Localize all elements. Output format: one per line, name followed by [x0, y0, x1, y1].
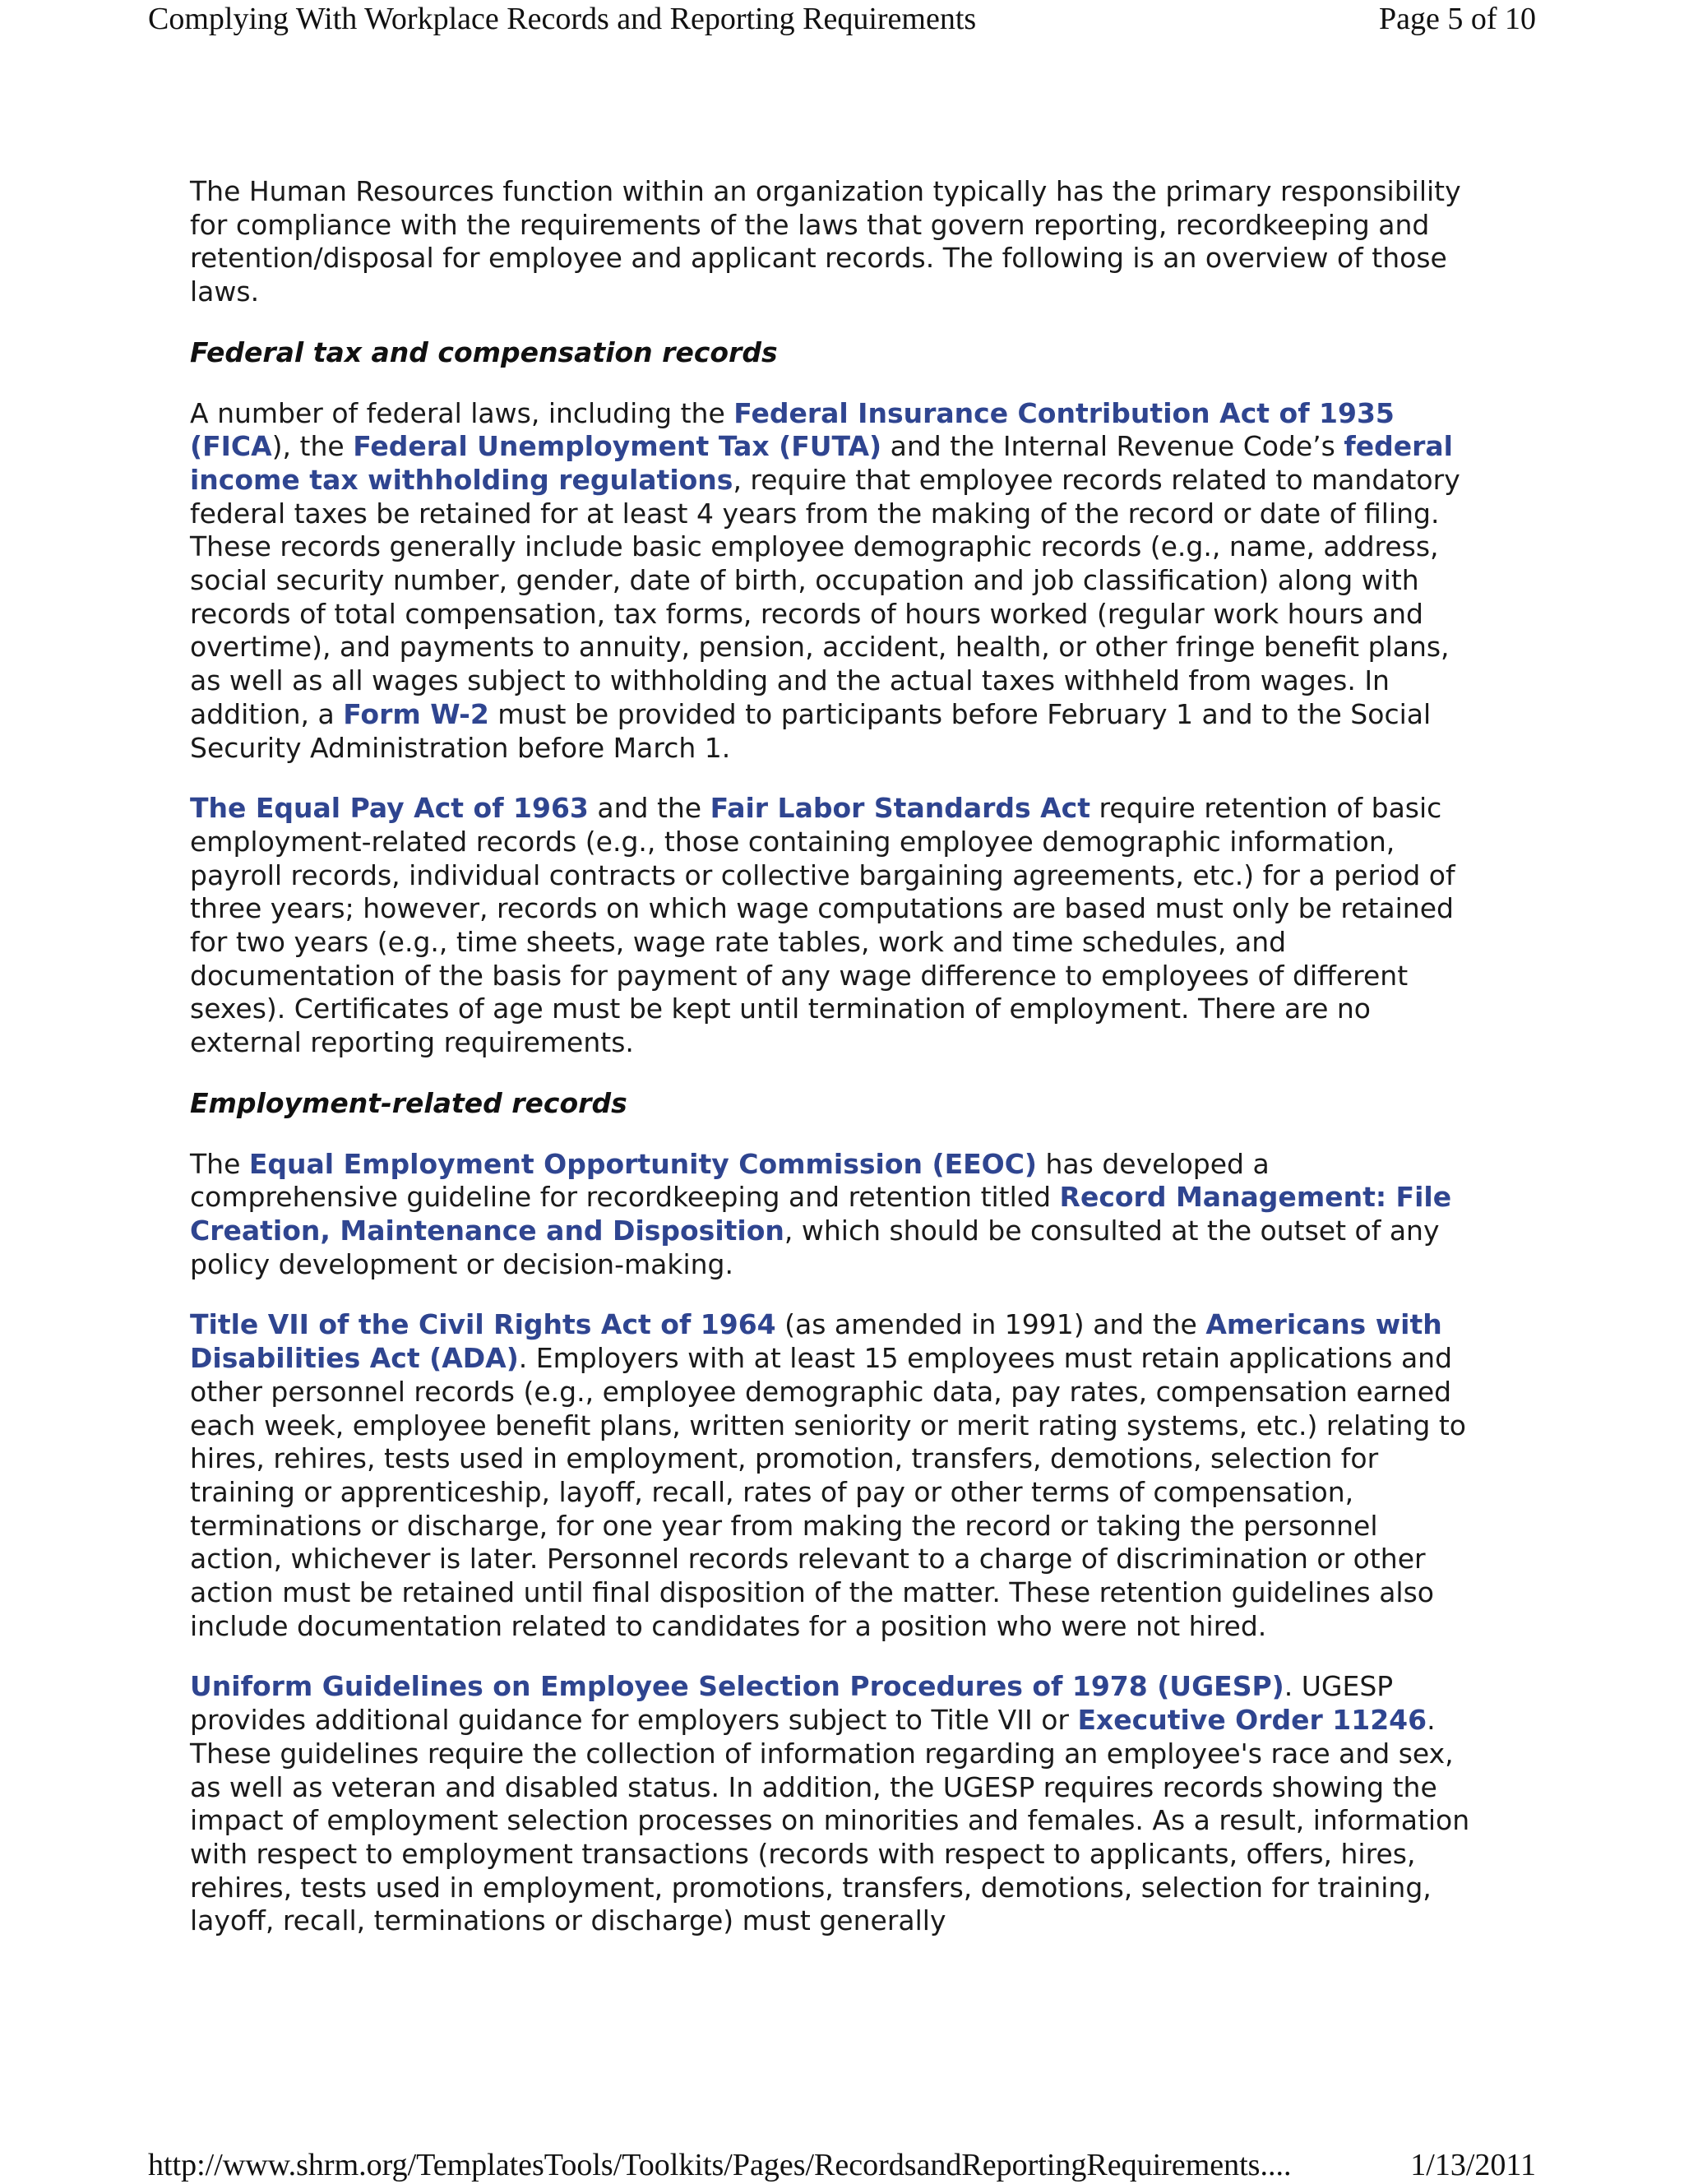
text-segment: , require that employee records related to mandatory federal taxes be retained for at least 4 years from the making of the record or date of filing. These records generally include basic employee demographic records (e.g., name, address, social security number, gender, date of birth, occupation and job classification) along with records of total compensation, tax forms, records of hours worked (regular work hours and overtime), and payments to annuity, pension, accident, health, or other fringe benefit plans, as well as all wages subject to withholding and the actual taxes withheld from wages. In addition, a — [190, 463, 1460, 730]
paragraph-equal-pay — [190, 792, 1473, 1060]
link-ada[interactable]: Americans with Disabilities Act (ADA) — [190, 1308, 1442, 1375]
text-segment: and the — [588, 792, 710, 825]
text-segment: A number of federal laws, including the — [190, 396, 734, 429]
text-segment: (as amended in 1991) and the — [775, 1308, 1206, 1341]
text-segment: . UGESP provides additional guidance for employers subject to Title VII or — [190, 1670, 1394, 1737]
link-ugesp[interactable]: Uniform Guidelines on Employee Selection Procedures of 1978 (UGESP) — [190, 1670, 1284, 1703]
text-segment: and the Internal Revenue Code’s — [881, 430, 1344, 463]
link-executive-order-11246[interactable]: Executive Order 11246 — [1077, 1704, 1427, 1737]
intro-paragraph: The Human Resources function within an organization typically has the primary responsibility for compliance with the requirements of the laws that govern reporting, recordkeeping and retention/disposal for employee and applicant records. The following is an overview of those laws. — [190, 175, 1461, 308]
paragraph-federal-tax — [190, 397, 1473, 766]
footer-url: http://www.shrm.org/TemplatesTools/Toolkits/Pages/RecordsandReportingRequirements.... — [148, 2148, 1292, 2182]
page-header-title: Complying With Workplace Records and Reporting Requirements — [148, 2, 977, 36]
footer-date: 1/13/2011 — [1410, 2148, 1536, 2182]
link-income-tax-withholding[interactable]: federal income tax withholding regulations — [190, 430, 1453, 496]
link-eeoc[interactable]: Equal Employment Opportunity Commission (EEOC) — [248, 1147, 1038, 1180]
text-segment: , which should be consulted at the outset of any policy development or decision-making. — [190, 1214, 1440, 1280]
link-record-management[interactable]: Record Management: File Creation, Maintenance and Disposition — [190, 1181, 1452, 1247]
link-futa[interactable]: Federal Unemployment Tax (FUTA) — [353, 430, 882, 463]
text-segment: require retention of basic employment-related records (e.g., those containing employee demographic information, payroll records, individual contracts or collective bargaining agreements, etc.) for a period of three years; however, records on which wage computations are based must only be retained for two years (e.g., time sheets, wage rate tables, work and time schedules, and documentation of the basis for payment of any wage difference to employees of different sexes). Certificates of age must be kept until termination of employment. There are no external reporting requirements. — [190, 792, 1455, 1059]
page-number: Page 5 of 10 — [1378, 2, 1536, 36]
section-heading-employment-records: Employment-related records — [190, 1086, 627, 1119]
paragraph-title-vii — [190, 1308, 1473, 1643]
text-segment: The — [190, 1147, 249, 1180]
link-fica[interactable]: Federal Insurance Contribution Act of 1935 (FICA — [190, 396, 1395, 463]
section-heading-federal-tax: Federal tax and compensation records — [190, 335, 778, 368]
text-segment: . These guidelines require the collection of information regarding an employee's race and sex, as well as veteran and disabled status. In addition, the UGESP requires records showing the impact of employment selection processes on minorities and females. As a result, information with respect to employment transactions (records with respect to applicants, offers, hires, rehires, tests used in employment, promotions, transfers, demotions, selection for training, layoff, recall, terminations or discharge) must generally — [190, 1704, 1470, 1937]
link-equal-pay-act[interactable]: The Equal Pay Act of 1963 — [190, 792, 589, 825]
paragraph-ugesp — [190, 1670, 1473, 1938]
link-title-vii[interactable]: Title VII of the Civil Rights Act of 1964 — [190, 1308, 776, 1341]
text-segment: . Employers with at least 15 employees must retain applications and other personnel records (e.g., employee demographic data, pay rates, compensation earned each week, employee benefit plans, written seniority or merit rating systems, etc.) relating to hires, rehires, tests used in employment, promotion, transfers, demotions, selection for training or apprenticeship, layoff, recall, rates of pay or other terms of compensation, terminations or discharge, for one year from making the record or taking the personnel action, whichever is later. Personnel records relevant to a charge of discrimination or other action must be retained until final disposition of the matter. These retention guidelines also include documentation related to candidates for a position who were not hired. — [190, 1342, 1466, 1642]
link-fair-labor-standards-act[interactable]: Fair Labor Standards Act — [710, 792, 1091, 825]
link-form-w2[interactable]: Form W-2 — [343, 697, 489, 730]
document-body — [190, 175, 1473, 1965]
paragraph-eeoc — [190, 1148, 1473, 1282]
text-segment: must be provided to participants before February 1 and to the Social Security Administration before March 1. — [190, 697, 1432, 764]
text-segment: has developed a comprehensive guideline for recordkeeping and retention titled — [190, 1147, 1270, 1214]
text-segment: ), the — [271, 430, 354, 463]
